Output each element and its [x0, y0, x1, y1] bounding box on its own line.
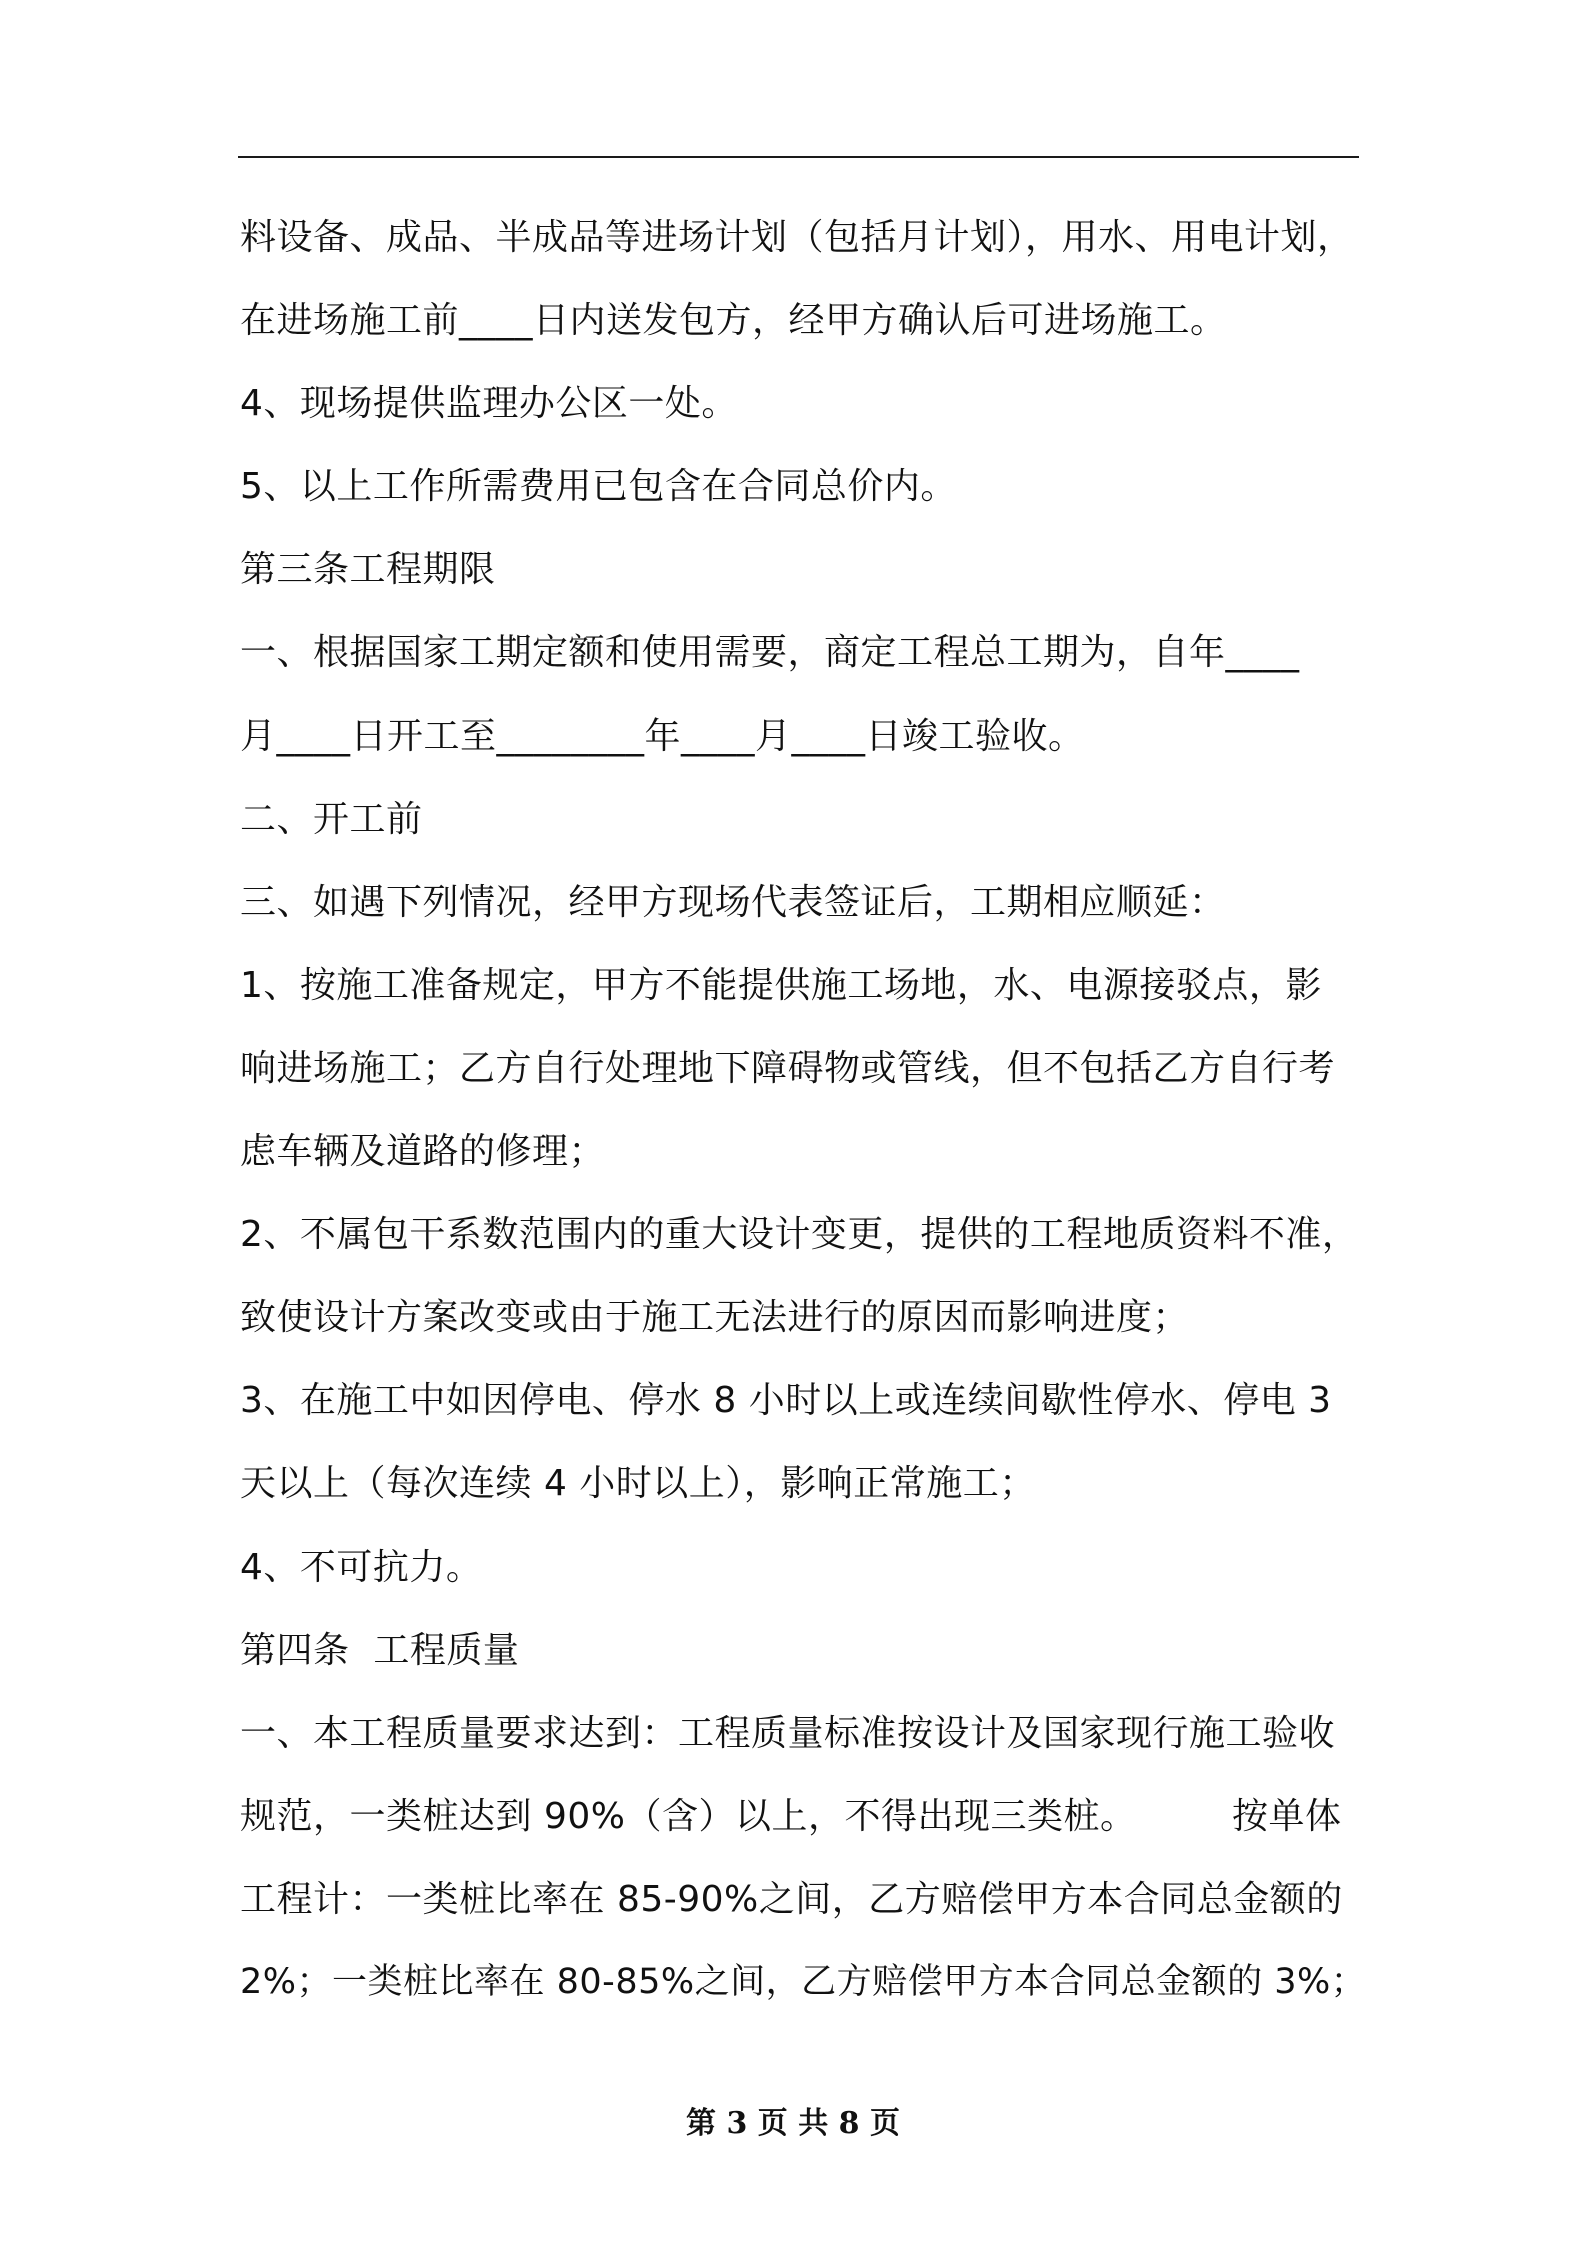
text-line: 天以上（每次连续 4 小时以上），影响正常施工；: [240, 1463, 1036, 1505]
text-line: 2%；一类桩比率在 80-85%之间，乙方赔偿甲方本合同总金额的 3%；: [240, 1961, 1367, 2002]
text-line: 二、开工前: [240, 798, 423, 840]
page-number: 第 3 页 共 8 页: [686, 2106, 900, 2141]
text-line: 规范，一类桩达到 90%（含）以上，不得出现三类桩。 按单体: [240, 1795, 1342, 1837]
text-line: 2、不属包干系数范围内的重大设计变更，提供的工程地质资料不准，: [240, 1214, 1359, 1256]
text-line: 料设备、成品、半成品等进场计划（包括月计划），用水、用电计划，: [240, 217, 1354, 258]
text-line: 4、不可抗力。: [240, 1546, 483, 1588]
text-line: 工程计：一类桩比率在 85-90%之间，乙方赔偿甲方本合同总金额的: [240, 1878, 1343, 1920]
text-line: 3、在施工中如因停电、停水 8 小时以上或连续间歇性停水、停电 3: [240, 1380, 1332, 1422]
section-heading: 第三条工程期限: [240, 549, 496, 591]
header-rule: [238, 156, 1359, 158]
text-line: 一、根据国家工期定额和使用需要，商定工程总工期为，自年____: [240, 632, 1300, 674]
text-line: 在进场施工前____日内送发包方，经甲方确认后可进场施工。: [240, 300, 1227, 342]
document-body: [240, 196, 1370, 2024]
text-line: 5、以上工作所需费用已包含在合同总价内。: [240, 466, 957, 508]
text-line: 致使设计方案改变或由于施工无法进行的原因而影响进度；: [240, 1297, 1190, 1339]
text-line: 4、现场提供监理办公区一处。: [240, 383, 738, 425]
text-line: 三、如遇下列情况，经甲方现场代表签证后，工期相应顺延：: [240, 881, 1226, 923]
text-line: 1、按施工准备规定，甲方不能提供施工场地，水、电源接驳点，影: [240, 964, 1322, 1006]
text-line: 月____日开工至________年____月____日竣工验收。: [240, 715, 1085, 757]
text-line: 虑车辆及道路的修理；: [240, 1131, 606, 1173]
section-heading: 第四条 工程质量: [240, 1629, 520, 1671]
text-line: 一、本工程质量要求达到：工程质量标准按设计及国家现行施工验收: [240, 1712, 1336, 1754]
text-line: 响进场施工；乙方自行处理地下障碍物或管线，但不包括乙方自行考: [240, 1047, 1336, 1089]
